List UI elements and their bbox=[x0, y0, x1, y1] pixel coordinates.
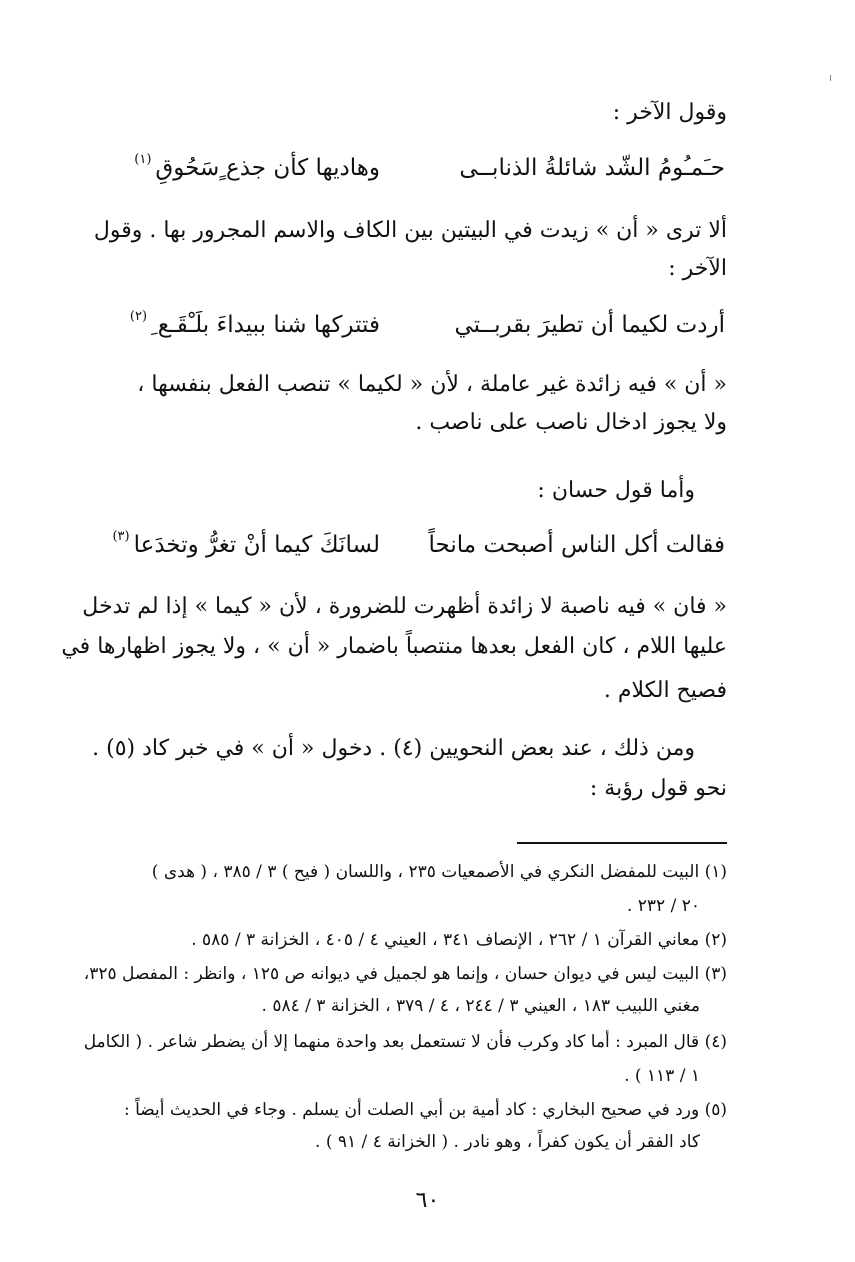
para-2-line-1: « أن » فيه زائدة غير عاملة ، لأن « لكيما » تنصب الفعل بنفسها ، bbox=[137, 372, 727, 397]
footnote-4-line-1: (٤) قال المبرد : أما كاد وكرب فأن لا تستعمل بعد واحدة منهما إلا أن يضطر شاعر . ( الكامل bbox=[83, 1032, 727, 1052]
verse-2-note: (٢) bbox=[129, 309, 148, 324]
para-3-line-1: « فان » فيه ناصبة لا زائدة أظهرت للضرورة ، لأن « كيما » إذا لم تدخل bbox=[82, 594, 727, 619]
footnote-2-line-1: (٢) معاني القرآن ١ / ٢٦٢ ، الإنصاف ٣٤١ ، العيني ٤ / ٤٠٥ ، الخزانة ٣ / ٥٨٥ . bbox=[191, 930, 727, 950]
footnote-5-line-1: (٥) ورد في صحيح البخاري : كاد أمية بن أبي الصلت أن يسلم . وجاء في الحديث أيضاً : bbox=[123, 1100, 727, 1120]
para-1-line-1: ألا ترى « أن » زيدت في البيتين بين الكاف والاسم المجرور بها . وقول bbox=[93, 218, 727, 243]
para-4-line-1: ومن ذلك ، عند بعض النحويين (٤) . دخول « أن » في خبر كاد (٥) . bbox=[92, 736, 695, 761]
footnote-4-line-2: ١ / ١١٣ ) . bbox=[624, 1066, 700, 1086]
footnote-1-line-2: ٢٠ / ٢٣٢ . bbox=[626, 896, 700, 916]
verse-2-second-hemistich: فتتركها شنا ببيداءَ بلَـْقَـع ِ$^{(٢)}$ bbox=[129, 309, 380, 338]
para-2-line-2: ولا يجوز ادخال ناصب على ناصب . bbox=[415, 410, 727, 435]
para-3-line-2: عليها اللام ، كان الفعل بعدها منتصباً باضمار « أن » ، ولا يجوز اظهارها في bbox=[61, 634, 727, 659]
para-3-line-3: فصيح الكلام . bbox=[603, 678, 727, 703]
intro-line-3: وأما قول حسان : bbox=[537, 478, 695, 503]
footnote-separator bbox=[517, 842, 727, 844]
para-4-line-2: نحو قول رؤبة : bbox=[589, 776, 727, 801]
verse-3-first-hemistich: فقالت أكل الناس أصبحت مانحاً bbox=[428, 532, 725, 558]
para-1-line-2: الآخر : bbox=[668, 256, 727, 281]
verse-3-note: (٣) bbox=[112, 529, 130, 544]
verse-3-second-hemistich: لسانَكَ كيما أنْ تغرُّ وتخدَعا$^{(٣)}$ bbox=[112, 529, 380, 558]
footnote-3-line-2: مغني اللبيب ١٨٣ ، العيني ٣ / ٢٤٤ ، ٤ / ٣٧٩ ، الخزانة ٣ / ٥٨٤ . bbox=[261, 996, 700, 1016]
verse-1-second-hemistich: وهاديها كأن جذع ٍسَحُوقِ$^{(١)}$ bbox=[134, 152, 380, 181]
verse-2-first-hemistich: أردت لكيما أن تطيرَ بقربــتي bbox=[454, 312, 725, 338]
intro-line-1: وقول الآخر : bbox=[612, 100, 727, 125]
footnote-3-line-1: (٣) البيت ليس في ديوان حسان ، وإنما هو لجميل في ديوانه ص ١٢٥ ، وانظر : المفصل ٣٢٥، bbox=[83, 964, 727, 984]
margin-mark bbox=[830, 75, 831, 81]
footnote-1-line-1: (١) البيت للمفضل النكري في الأصمعيات ٢٣٥ ، واللسان ( فيح ) ٣ / ٣٨٥ ، ( هدى ) bbox=[151, 862, 727, 882]
page-number: ٦٠ bbox=[415, 1188, 440, 1213]
footnote-5-line-2: كاد الفقر أن يكون كفراً ، وهو نادر . ( الخزانة ٤ / ٩١ ) . bbox=[315, 1132, 700, 1152]
verse-1-first-hemistich: حـَمـُومُ الشّد شائلةُ الذنابــى bbox=[459, 155, 725, 181]
verse-1-note: (١) bbox=[134, 152, 152, 167]
